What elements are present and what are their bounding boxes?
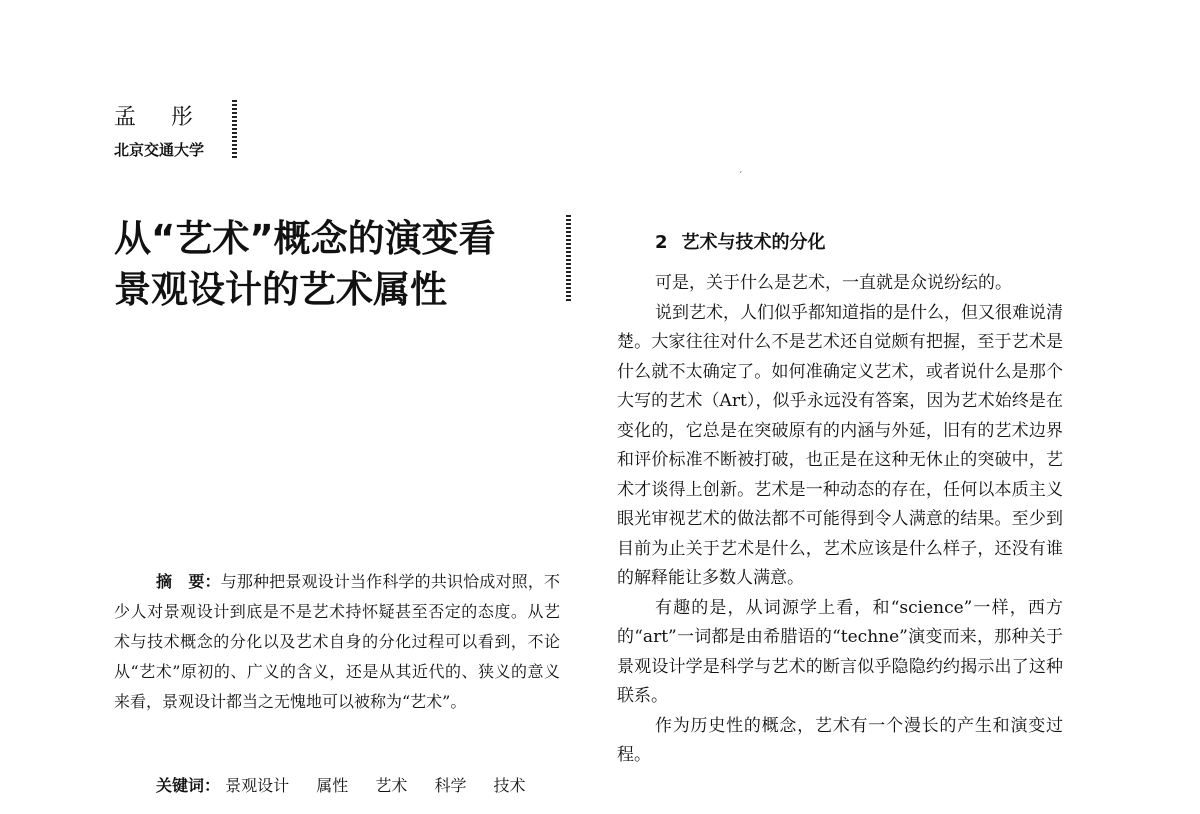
keyword: 艺术 [375,776,408,795]
decorative-bar-author [232,100,237,158]
keyword: 属性 [316,776,349,795]
keywords [156,773,548,796]
article-title [114,213,564,315]
body-paragraph: 说到艺术，人们似乎都知道指的是什么，但又很难说清楚。大家往往对什么不是艺术还自觉颇有把握，至于艺术是什么就不太确定了。如何准确定义艺术，或者说什么是那个大写的艺术（Art），似乎永远没有答案，因为艺术始终是在变化的，它总是在突破原有的内涵与外延，旧有的艺术边界和评价标准不断被打破，也正是在这种无休止的突破中，艺术才谈得上创新。艺术是一种动态的存在，任何以本质主义眼光审视艺术的做法都不可能得到令人满意的结果。至少到目前为止关于艺术是什么，艺术应该是什么样子，还没有谁的解释能让多数人满意。 [617,302,1063,588]
abstract [114,567,560,717]
keyword: 景观设计 [225,776,290,795]
abstract-label: 摘 要： [156,572,221,591]
section-title: 艺术与技术的分化 [681,232,826,253]
body-paragraph: 有趣的是，从词源学上看，和“science”一样，西方的“art”一词都是由希腊语的“techne”演变而来，那种关于景观设计学是科学与艺术的断言似乎隐隐约约揭示出了这种联系。 [617,597,1063,706]
body-paragraph: 作为历史性的概念，艺术有一个漫长的产生和演变过程。 [617,715,1063,765]
body-paragraph: 可是，关于什么是艺术，一直就是众说纷纭的。 [655,273,1012,293]
decorative-bar-title [566,215,571,303]
title-line-2: 景观设计的艺术属性 [114,268,447,311]
section-heading [655,228,826,254]
keyword: 科学 [434,776,467,795]
author-affiliation: 北京交通大学 [114,141,205,159]
keyword: 技术 [493,776,526,795]
title-line-1: 从“艺术”概念的演变看 [114,217,496,260]
author-name: 孟 彤 [114,105,207,130]
stray-mark: ˊ [738,172,743,182]
body-text [617,269,1063,771]
keywords-label: 关键词： [156,776,221,795]
section-number: 2 [655,232,668,253]
abstract-text: 与那种把景观设计当作科学的共识恰成对照，不少人对景观设计到底是不是艺术持怀疑甚至否定的态度。从艺术与技术概念的分化以及艺术自身的分化过程可以看到，不论从“艺术”原初的、广义的含义，还是从其近代的、狭义的意义来看，景观设计都当之无愧地可以被称为“艺术”。 [114,572,560,711]
